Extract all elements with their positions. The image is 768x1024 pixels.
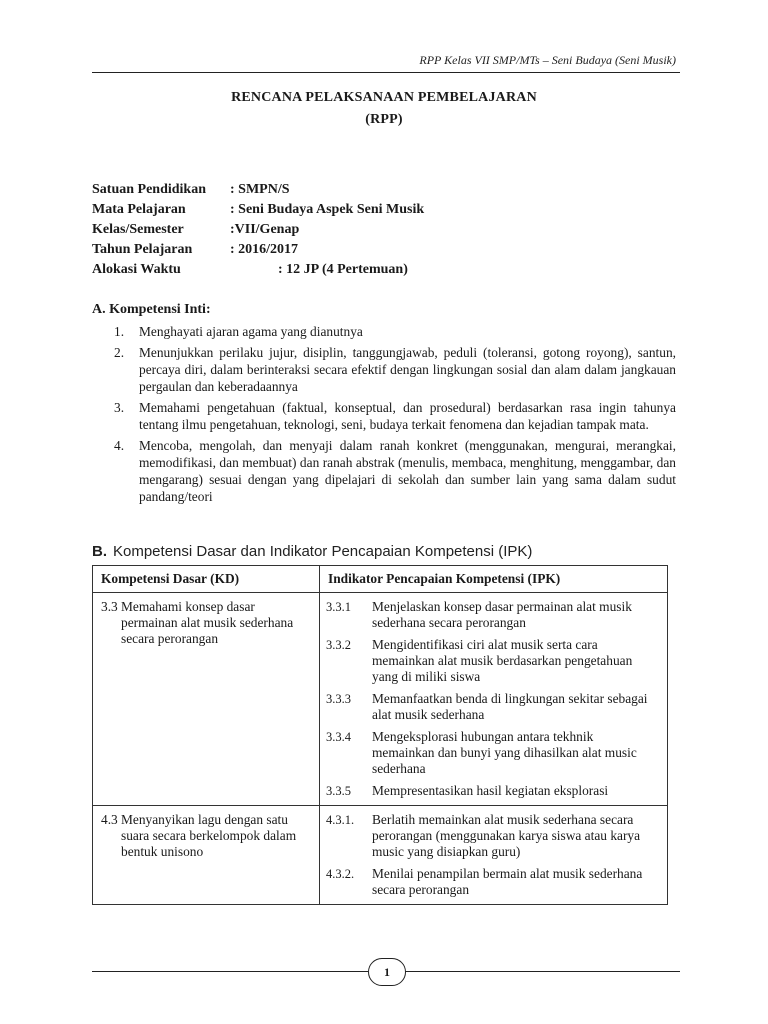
kd-item: [101, 812, 311, 860]
kd-cell: [93, 806, 320, 905]
list-text: Memahami pengetahuan (faktual, konseptual, dan prosedural) berdasarkan rasa ingin tahunya tentang ilmu pengetahuan, teknologi, seni, budaya terkait fenomena dan kejadian tampak mata.: [139, 400, 676, 432]
competence-table: [92, 565, 668, 905]
list-item: [114, 344, 676, 395]
ipk-number: 3.3.3: [326, 692, 351, 706]
identity-value: : 12 JP (4 Pertemuan): [278, 262, 408, 277]
list-item: [114, 323, 676, 340]
ipk-text: Memanfaatkan benda di lingkungan sekitar sebagai alat musik sederhana: [372, 691, 648, 722]
ipk-item: [326, 691, 659, 723]
footer-rule: [92, 971, 368, 972]
ipk-text: Mengidentifikasi ciri alat musik serta cara memainkan alat musik berdasarkan pengetahuan yang di miliki siswa: [372, 637, 633, 684]
ipk-text: Mempresentasikan hasil kegiatan eksplorasi: [372, 783, 609, 798]
kd-number: 3.3: [101, 599, 118, 614]
identity-value: : SMPN/S: [230, 182, 290, 197]
list-text: Menunjukkan perilaku jujur, disiplin, tanggungjawab, peduli (toleransi, gotong royong), santun, percaya diri, dalam berinteraksi secara efektif dengan lingkungan sosial dan alam dalam jangkauan pergaulan dan keberadaannya: [139, 345, 676, 394]
ipk-item: [326, 866, 659, 898]
list-number: 1.: [114, 324, 125, 339]
ipk-number: 3.3.4: [326, 730, 351, 744]
identity-value: : 2016/2017: [230, 242, 299, 257]
ipk-number: 3.3.5: [326, 784, 351, 798]
list-text: Mencoba, mengolah, dan menyaji dalam ranah konkret (menggunakan, mengurai, merangkai, memodifikasi, dan membuat) dan ranah abstrak (menulis, membaca, menghitung, menggambar, dan mengarang) sesuai dengan yang dipelajari di sekolah dan sumber lain yang sama dalam sudut pandang/teori: [139, 438, 676, 504]
document-title: RENCANA PELAKSANAAN PEMBELAJARAN: [231, 90, 537, 105]
identity-label: Tahun Pelajaran: [92, 242, 193, 257]
identity-value: : Seni Budaya Aspek Seni Musik: [230, 202, 425, 217]
kd-text: Memahami konsep dasar permainan alat musik sederhana secara perorangan: [121, 599, 294, 646]
list-text: Menghayati ajaran agama yang dianutnya: [139, 324, 363, 339]
list-item: [114, 399, 676, 433]
table-row: [93, 593, 668, 806]
section-b-heading: [92, 543, 532, 560]
ipk-number: 3.3.2: [326, 638, 351, 652]
list-number: 3.: [114, 400, 125, 415]
list-number: 2.: [114, 345, 125, 360]
footer-rule: [404, 971, 680, 972]
header-rule: [92, 72, 680, 73]
table-header-row: [93, 566, 668, 593]
ipk-item: [326, 812, 659, 860]
identity-label: Kelas/Semester: [92, 222, 184, 237]
ipk-cell: [320, 593, 668, 806]
column-header-ipk: Indikator Pencapaian Kompetensi (IPK): [320, 566, 668, 593]
column-header-kd: Kompetensi Dasar (KD): [93, 566, 320, 593]
ipk-number: 4.3.1.: [326, 813, 355, 827]
ipk-number: 3.3.1: [326, 600, 351, 614]
ipk-item: [326, 783, 659, 799]
ipk-item: [326, 729, 659, 777]
ipk-item: [326, 637, 659, 685]
list-number: 4.: [114, 438, 125, 453]
section-a-heading: A. Kompetensi Inti:: [92, 302, 211, 317]
table-row: [93, 806, 668, 905]
ipk-item: [326, 599, 659, 631]
identity-value: :VII/Genap: [230, 222, 300, 237]
identity-label: Satuan Pendidikan: [92, 182, 206, 197]
ipk-number: 4.3.2.: [326, 867, 355, 881]
ipk-text: Berlatih memainkan alat musik sederhana secara perorangan (menggunakan karya siswa atau karya music yang disiapkan guru): [372, 812, 641, 859]
identity-label: Mata Pelajaran: [92, 202, 186, 217]
document-subtitle: (RPP): [365, 112, 403, 127]
section-title: Kompetensi Dasar dan Indikator Pencapaian Kompetensi (IPK): [113, 543, 533, 560]
kd-number: 4.3: [101, 812, 118, 827]
ipk-text: Menjelaskan konsep dasar permainan alat musik sederhana secara perorangan: [372, 599, 632, 630]
ipk-text: Mengeksplorasi hubungan antara tekhnik memainkan dan bunyi yang dihasilkan alat music sederhana: [372, 729, 637, 776]
ipk-cell: [320, 806, 668, 905]
ipk-text: Menilai penampilan bermain alat musik sederhana secara perorangan: [372, 866, 643, 897]
kd-item: [101, 599, 311, 647]
running-header: RPP Kelas VII SMP/MTs – Seni Budaya (Seni Musik): [419, 53, 676, 67]
identity-label: Alokasi Waktu: [92, 262, 181, 277]
kd-text: Menyanyikan lagu dengan satu suara secara berkelompok dalam bentuk unisono: [121, 812, 297, 859]
section-letter: B.: [92, 543, 107, 560]
list-item: [114, 437, 676, 505]
core-competence-list: [114, 323, 676, 509]
page-number-badge: 1: [368, 958, 406, 986]
kd-cell: [93, 593, 320, 806]
